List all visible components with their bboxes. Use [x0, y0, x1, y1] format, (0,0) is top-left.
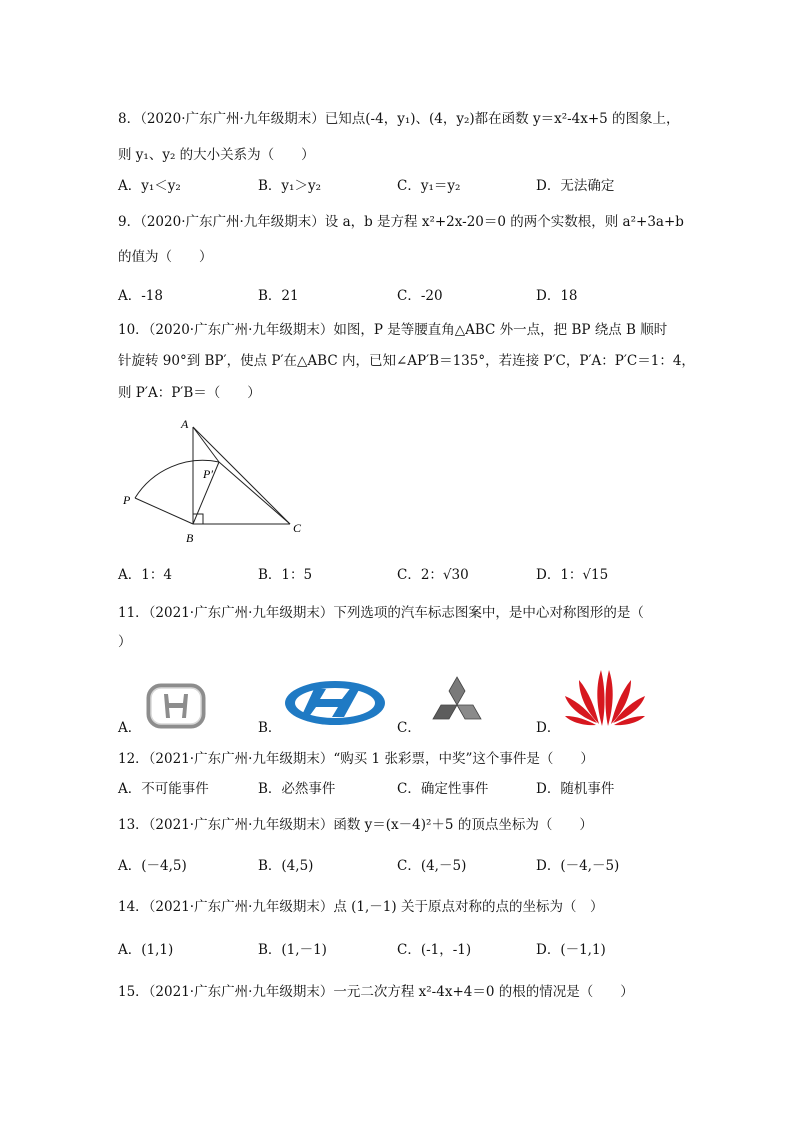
right-angle-mark — [193, 514, 203, 524]
q10-option-b: B．1：5 — [258, 567, 313, 583]
label-p-prime: P′ — [203, 467, 213, 481]
q11-option-d: D． — [536, 720, 561, 736]
q13-option-c: C．(4,－5) — [397, 858, 467, 874]
segment-p2c — [219, 462, 290, 524]
q11-option-b: B． — [258, 720, 282, 736]
q8-option-b: B．y₁＞y₂ — [258, 178, 321, 194]
q13-option-d: D．(－4,－5) — [536, 858, 620, 874]
q11-line1: 11．（2021·广东广州·九年级期末）下列选项的汽车标志图案中，是中心对称图形的是（ — [118, 605, 644, 621]
label-c: C — [293, 521, 302, 535]
segment-ap2 — [193, 427, 219, 462]
q15-line1: 15．（2021·广东广州·九年级期末）一元二次方程 x²-4x+4＝0 的根的情况是（ ） — [118, 984, 634, 1000]
q10-option-a: A．1：4 — [118, 567, 172, 583]
q8-option-a: A．y₁＜y₂ — [118, 178, 181, 194]
q14-line1: 14．（2021·广东广州·九年级期末）点 (1,－1) 关于原点对称的点的坐标为（ ） — [118, 899, 604, 915]
q13-line1: 13．（2021·广东广州·九年级期末）函数 y＝(x－4)²＋5 的顶点坐标为（ ） — [118, 817, 593, 833]
mitsubishi-logo-icon — [424, 675, 490, 735]
label-p: P — [123, 493, 131, 507]
q11-option-a: A． — [118, 720, 142, 736]
q8-line2: 则 y₁、y₂ 的大小关系为（ ） — [118, 147, 315, 163]
q12-option-b: B．必然事件 — [258, 781, 336, 797]
q14-option-c: C．(-1，-1) — [397, 942, 472, 958]
q9-option-c: C．-20 — [397, 288, 443, 304]
q12-option-a: A．不可能事件 — [118, 781, 209, 797]
q9-option-d: D．18 — [536, 288, 578, 304]
q11-line2: ） — [118, 634, 132, 650]
q9-option-b: B．21 — [258, 288, 299, 304]
q12-option-c: C．确定性事件 — [397, 781, 489, 797]
q13-option-a: A．(－4,5) — [118, 858, 187, 874]
q9-option-a: A．-18 — [118, 288, 163, 304]
honda-logo-icon — [146, 683, 206, 733]
q14-option-a: A．(1,1) — [118, 942, 174, 958]
q14-option-d: D．(－1,1) — [536, 942, 606, 958]
q11-option-c: C． — [397, 720, 421, 736]
hyundai-logo-icon — [284, 680, 386, 730]
q10-geometry-figure — [115, 412, 315, 552]
huawei-logo-icon — [563, 666, 647, 734]
q12-option-d: D．随机事件 — [536, 781, 615, 797]
q14-option-b: B．(1,－1) — [258, 942, 327, 958]
label-a: A — [181, 417, 189, 431]
q8-option-d: D．无法确定 — [536, 178, 615, 194]
q10-line3: 则 P′A：P′B＝（ ） — [118, 385, 261, 401]
q10-option-c: C．2：√30 — [397, 567, 469, 583]
q13-option-b: B．(4,5) — [258, 858, 314, 874]
label-b: B — [186, 531, 194, 545]
q10-line2: 针旋转 90°到 BP′，使点 P′在△ABC 内，已知∠AP′B＝135°，若连接 P′C，P′A：P′C＝1：4， — [118, 353, 695, 369]
q9-line1: 9．（2020·广东广州·九年级期末）设 a，b 是方程 x²+2x-20＝0 的两个实数根，则 a²+3a+b — [118, 214, 684, 230]
segment-bp — [135, 498, 193, 524]
q10-line1: 10．（2020·广东广州·九年级期末）如图，P 是等腰直角△ABC 外一点，把 BP 绕点 B 顺时 — [118, 322, 668, 338]
q12-line1: 12．（2021·广东广州·九年级期末）“购买 1 张彩票，中奖”这个事件是（ ） — [118, 751, 594, 767]
q8-line1: 8．（2020·广东广州·九年级期末）已知点(-4，y₁)、(4，y₂)都在函数 y＝x²-4x+5 的图象上， — [118, 111, 680, 127]
q9-line2: 的值为（ ） — [118, 249, 213, 265]
q10-option-d: D．1：√15 — [536, 567, 609, 583]
q8-option-c: C．y₁＝y₂ — [397, 178, 461, 194]
